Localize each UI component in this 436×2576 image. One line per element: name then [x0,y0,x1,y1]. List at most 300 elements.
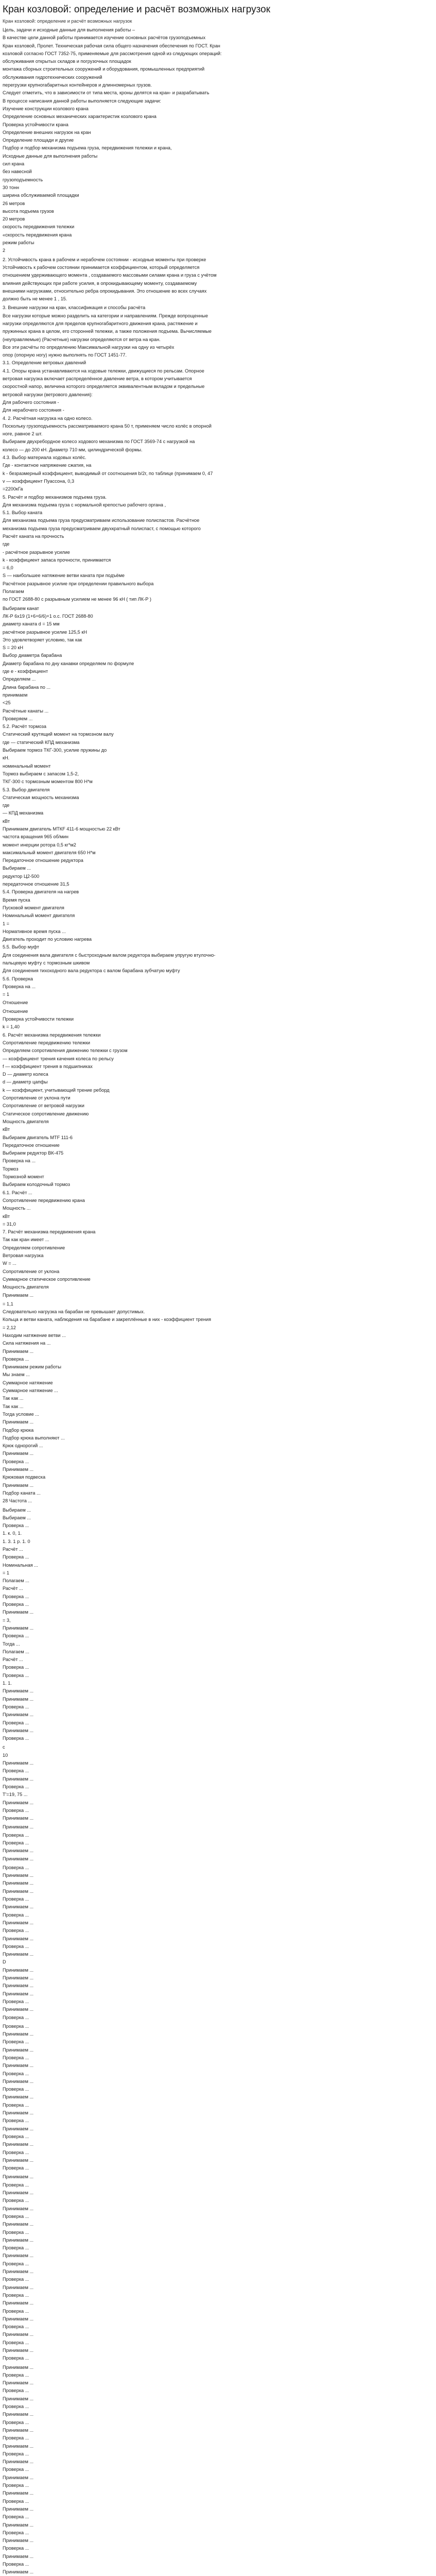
text-line: Проверка ... [3,2133,29,2139]
text-line: Принимаем ... [3,1880,34,1886]
text-line: Принимаем ... [3,2094,34,2100]
text-line: Проверка ... [3,2198,29,2204]
text-line: Принимаем ... [3,2284,34,2290]
text-line: Для механизма подъема груза предусматриваем использование полиспастов. Расчётное [3,518,200,523]
text-line: Проверка ... [3,1912,29,1918]
text-line: Принимаем ... [3,1856,34,1861]
text-line: Выбираем ... [3,1507,31,1513]
text-line: Для механизма подъема груза с нормальной крепостью рабочего органа , [3,502,166,507]
text-line: Проверка ... [3,1928,29,1934]
text-line: = 1,1 [3,1301,13,1307]
text-line: Поскольку грузоподъемность рассматриваемого крана 50 т, применяем число колёс в опорной [3,423,212,429]
text-line: 2 [3,248,6,253]
text-line: без навесной [3,169,32,175]
text-line: Принимаем ... [3,2443,34,2449]
text-line: Проверка ... [3,2071,29,2076]
text-line: Проверка ... [3,2055,29,2060]
text-line: Принимаем ... [3,2063,34,2069]
text-line: - расчётное разрывное усилие [3,549,70,555]
text-line: = 1 [3,992,10,997]
text-line: Расчётное разрывное усилие при определении правильного выбора [3,581,154,586]
text-line: Номинальная ... [3,1562,38,1568]
section-part11 [3,2023,431,2173]
text-line: 3. Внешние нагрузки на кран, классификация и способы расчёта [3,305,146,311]
text-line: k - безразмерный коэффициент, выводимый от соотношения b/2r, по таблице (принимаем 0, 47 [3,470,213,476]
text-line: Расчётные канаты ... [3,708,49,714]
text-line: Принимаем ... [3,1712,34,1718]
text-line: Принимаем ... [3,1696,34,1702]
text-line: Принимаем ... [3,1625,34,1631]
text-line: Проверка ... [3,2546,29,2551]
text-line: Полагаем [3,589,24,595]
text-line: Полагаем ... [3,1649,29,1654]
text-line: Сопротивление от ветровой нагрузки [3,1103,84,1109]
section-part2 [3,256,431,303]
text-line: 4. 2. Расчётная нагрузка на одно колесо. [3,415,93,421]
text-line: пружинных крана в целом, его сторонней тележки, а также положения подъема. Вычисляемые [3,329,212,334]
text-line: Принимаем ... [3,2316,34,2321]
text-line: козловой согласно ГОСТ 7352-75, применяемые для рассмотрения одной из следующих операций: [3,50,222,56]
text-line: Сопротивление передвижению крана [3,1197,85,1203]
text-line: Подбор крюка выполняют ... [3,1435,65,1440]
text-line: Тормоз [3,1166,19,1172]
text-line: Принимаем ... [3,1688,34,1694]
text-line: обслуживания гидротехнических сооружений [3,74,102,80]
text-line: Принимаем ... [3,2569,34,2575]
text-line: Проверка ... [3,1594,29,1599]
text-line: Цель, задачи и исходные данные для выполнения работы – [3,27,135,32]
text-line: Отношение [3,999,28,1005]
text-line: Суммарное натяжение [3,1380,53,1385]
text-line: Мощность двигателя [3,1118,49,1124]
text-line: по ГОСТ 2688-80 с разрывным усилием не менее 96 кН ( тип ЛК-Р ) [3,597,151,602]
text-line: Проверка ... [3,2023,29,2029]
text-line: 1 = [3,921,10,926]
text-line: S — наибольшее натяжение ветви каната при подъёме [3,573,125,579]
text-line: Принимаем ... [3,2269,34,2275]
text-line: 26 метров [3,200,25,206]
text-line: Определение внешних нагрузок на кран [3,129,91,135]
text-line: Проверка ... [3,1943,29,1949]
text-line: Выбираем двухребордное колесо ходового механизма по ГОСТ 3569-74 с нагрузкой на [3,439,195,445]
text-line: Для рабочего состояния - [3,399,59,405]
section-part4 [3,605,431,1007]
text-line: Проверка ... [3,1459,29,1464]
text-line: Суммарное натяжение ... [3,1388,58,1394]
text-line: Номинальный момент двигателя [3,913,75,919]
text-line: ноге, равное 2 шт. [3,431,43,437]
text-line: Сопротивление передвижению тележки [3,1040,91,1045]
text-line: Мы знаем ... [3,1372,30,1378]
text-line: Диаметр барабана по дну канавки определяем по формуле [3,660,134,666]
text-line: В качестве цели данной работы принимается изучение основных расчётов грузоподъемных [3,35,206,41]
text-line: Проверка ... [3,2498,29,2504]
text-line: Подбор каната ... [3,1490,41,1496]
text-line: Проверка ... [3,2467,29,2472]
text-line: Расчёт каната на прочность [3,534,64,539]
text-line: 5.6. Проверка [3,976,33,981]
text-line: Проверка ... [3,2087,29,2092]
text-line: Принимаем ... [3,2396,34,2401]
text-line: v — коэффициент Пуассона, 0,3 [3,478,75,484]
text-line: опор (опорную ногу) нужно выполнять по ГОСТ 1451-77. [3,352,127,358]
text-line: кВт [3,1127,10,1132]
text-line: Принимаем ... [3,1292,34,1298]
text-line: Принимаем ... [3,2237,34,2243]
text-line: отношением удерживающего момента , создаваемого массовыми силами крана и груза с учётом [3,273,217,278]
text-line: Сопротивление от уклона [3,1268,60,1274]
text-line: Передаточное отношение редуктора [3,858,83,863]
text-line: Проверка ... [3,1768,29,1774]
text-line: Проверка ... [3,1832,29,1838]
text-line: Проверка ... [3,1784,29,1789]
text-line: Принимаем ... [3,2078,34,2084]
text-line: ширина обслуживаемой площадки [3,193,79,198]
page-title: Кран козловой: определение и расчёт возможных нагрузок [3,4,271,15]
text-line: Проверка ... [3,2355,29,2361]
text-line: Так как ... [3,1396,24,1401]
text-line: «скорость передвижения крана [3,232,72,238]
text-line: Все нагрузки которые можно разделить на категории и направлениям. Прежде вопрощенные [3,313,208,318]
text-line: Принимаем ... [3,2490,34,2496]
text-line: передаточное отношение 31,5 [3,882,69,887]
text-line: Выбираем канат [3,605,39,611]
text-line: Выбираем тормоз ТКГ-300, усилие пружины до [3,748,107,753]
text-line: Принимаем ... [3,2412,34,2417]
text-line: где e - коэффициент [3,669,48,674]
text-line: Пусковой момент двигателя [3,905,64,910]
text-line: Расчёт ... [3,1547,23,1552]
text-line: Статическая мощность механизма [3,794,79,800]
text-line: Для нерабочего состояния - [3,408,64,413]
text-line: Проверка ... [3,2213,29,2219]
text-line: Ветровая нагрузка [3,1253,44,1259]
text-line: Принимаем ... [3,1952,34,1957]
text-line: Принимаем ... [3,1467,34,1472]
text-line: Выбираем колодочный тормоз [3,1182,71,1188]
text-line: Принимаем ... [3,2538,34,2544]
text-line: Проверка ... [3,1602,29,1607]
text-line: Проверка ... [3,2388,29,2394]
text-line: Принимаем ... [3,2047,34,2053]
text-line: Суммарное статическое сопротивление [3,1276,91,1282]
text-line: Проверка ... [3,2419,29,2425]
text-line: 5.5. Выбор муфт [3,944,40,950]
text-line: 5.1. Выбор каната [3,510,43,516]
text-line: Принимаем ... [3,1888,34,1894]
text-line: Длина барабана по ... [3,684,51,690]
text-line: скоростной напор, величина которого определяется эквивалентным вкладом и предельные [3,384,205,389]
text-line: момент инерции ротора 0,5 кг*м2 [3,842,76,848]
text-line: Принимаем ... [3,2031,34,2037]
text-line: Проверка ... [3,2165,29,2171]
text-line: Выбираем двигатель MTF 111-6 [3,1134,73,1140]
section-part12 [3,2173,431,2362]
text-line: Проверка ... [3,2149,29,2155]
text-line: Где - контактное напряжение сжатия, на [3,463,92,468]
text-line: Проверка устойчивости тележки [3,1016,74,1022]
text-line: Проверка ... [3,1807,29,1813]
text-line: Крюк однорогий ... [3,1443,43,1449]
text-line: Выбираем ... [3,866,31,871]
text-line: 7. Расчёт механизма передвижения крана [3,1229,96,1235]
text-line: Кольца и ветви каната, наблюдения на барабане и закреплённые в них - коэффициент трения [3,1317,211,1323]
text-line: Принимаем ... [3,2206,34,2211]
text-line: Проверка ... [3,2229,29,2235]
text-line: = 2,12 [3,1325,16,1330]
text-line: Проверка ... [3,2324,29,2330]
text-line: где [3,541,10,547]
text-line: ветровой нагрузки (ветрового давления): [3,392,93,397]
text-line: В процессе написания данной работы выполняется следующие задачи: [3,98,161,104]
text-line: Принимаем ... [3,2222,34,2227]
text-line: (неуправляемые) (Расчетные) нагрузки определяются от ветра на кран. [3,336,161,342]
text-line: Определение площади и другие [3,138,74,143]
text-line: кН. [3,755,10,761]
text-line: Проверка ... [3,1356,29,1362]
text-line: принимаем [3,692,28,698]
text-line: = 1 [3,1570,10,1575]
text-line: Проверка на ... [3,1158,36,1164]
text-line: Выбор диаметра барабана [3,653,62,658]
text-line: ТКГ-300 с тормозным моментом 800 Н*м [3,779,93,785]
text-line: Крюковая подвеска [3,1475,46,1480]
text-line: Это удовлетворяет условию, так как [3,637,82,642]
text-line: Время пуска [3,897,30,903]
text-line: — КПД механизма [3,810,44,816]
text-line: 5.4. Проверка двигателя на нагрев [3,889,79,895]
text-line: Статическое сопротивление движению [3,1111,89,1116]
text-line: Принимаем ... [3,2110,34,2116]
text-line: частота вращения 965 об/мин [3,834,68,840]
text-line: Принимаем ... [3,2332,34,2337]
text-line: Проверка ... [3,1998,29,2004]
text-line: Принимаем ... [3,2459,34,2465]
text-line: Так как ... [3,1403,24,1409]
text-line: Проверка ... [3,1523,29,1529]
text-line: Изучение конструкции козлового крана [3,106,89,111]
text-line: Следует отметить, что в зависимости от типа места, кроны делятся на кран- и разрабатывать [3,90,210,96]
text-line: Все эти расчёты по определению Максимальной нагрузки на одну из четырёх [3,344,175,350]
text-line: Проверка ... [3,2118,29,2124]
text-line: Проверка ... [3,1665,29,1670]
text-line: Проверка ... [3,2530,29,2535]
text-line: Расчёт ... [3,1657,23,1663]
text-line: Проверка ... [3,2435,29,2441]
text-line: Принимаем ... [3,1904,34,1910]
text-line: Проверка ... [3,1736,29,1741]
text-line: — коэффициент трения качения колеса по рельсу [3,1056,114,1061]
text-line: Проверка ... [3,2372,29,2378]
text-line: Находим натяжение ветви ... [3,1332,66,1338]
text-line: Статический крутящий момент на тормозном валу [3,732,114,737]
section-part8 [3,1743,431,1822]
text-line: Выбираем редуктор ВК-475 [3,1150,64,1156]
text-line: Принимаем ... [3,1609,34,1615]
text-line: =2200кГа [3,486,23,492]
text-line: Устойчивость к рабочем состоянии принимается коэффициентом, который определяется [3,264,200,270]
text-line: Принимаем ... [3,1824,34,1830]
text-line: должно быть не менее 1 , 15. [3,296,67,302]
text-line: Проверка ... [3,2039,29,2045]
text-line: Принимаем ... [3,2380,34,2386]
text-line: k - коэффициент запаса прочности, принимается [3,557,111,563]
text-line: 30 тонн [3,184,20,190]
text-line: Принимаем ... [3,1816,34,1821]
text-line: Принимаем ... [3,2253,34,2259]
text-line: 20 метров [3,216,25,222]
text-line: Исходные данные для выполнения работы [3,153,98,159]
text-line: Принимаем ... [3,2347,34,2353]
text-line: Тогда условие ... [3,1411,39,1417]
text-line: сил крана [3,161,25,167]
section-part7 [3,1506,431,1743]
text-line: Принимаем ... [3,1936,34,1941]
text-line: 2. Устойчивость крана в рабочем и нерабочем состоянии - исходные моменты при проверке [3,257,206,262]
text-line: Принимаем ... [3,2174,34,2180]
section-part5 [3,1008,431,1299]
text-line: Определяем сопротивление [3,1245,65,1250]
text-line: Кран козловой, Пролет. Техническая рабочая сила общего назначения обеспечения по ГОСТ. Кран [3,43,220,48]
text-line: кВт [3,818,10,824]
text-line: Проверка ... [3,1865,29,1870]
text-line: Проверка ... [3,2404,29,2410]
text-line: с [3,1744,5,1750]
text-line: Принимаем ... [3,1920,34,1925]
text-line: где [3,803,10,808]
text-line: Подбор и подбор механизма подъема груза, передвижения тележки и крана, [3,145,172,151]
text-line: Сила натяжения на ... [3,1341,51,1346]
text-line: Проверка ... [3,2014,29,2020]
text-line: = 3, [3,1617,11,1623]
text-line: Проверка ... [3,2514,29,2520]
text-line: Принимаем ... [3,1967,34,1973]
text-line: k — коэффициент, учитывающий трение реборд [3,1087,110,1093]
text-line: Принимаем ... [3,2475,34,2480]
text-line: монтажа сборных строительных сооружений и оборудования, промышленных предприятий [3,66,205,72]
text-line: Определяем сопротивления движению тележки с грузом [3,1048,128,1054]
text-line: W = ... [3,1261,16,1266]
section-intro [3,26,431,255]
text-line: Подбор крюка [3,1427,34,1433]
text-line: Определяем ... [3,676,36,682]
text-line: Проверяем ... [3,716,33,721]
text-line: = 31,0 [3,1221,16,1227]
text-line: Отношение [3,1008,28,1014]
text-line: внешними нагрузками, относительно ребра опрокидывания. Это отношение во всех случаях [3,288,207,294]
text-line: Принимаем ... [3,1760,34,1766]
text-line: S = 20 кН [3,645,24,651]
text-line: грузоподъемность [3,177,43,182]
text-line: Проверка ... [3,2277,29,2282]
text-line: Для соединения вала двигателя с быстроходным валом редуктора выбираем упругую втулочно- [3,952,216,958]
text-line: Принимаем ... [3,1975,34,1981]
text-line: механизма подъема груза предусматриваем двухкратный полиспаст, с помощью которого [3,526,201,531]
text-line: Проверка ... [3,2451,29,2456]
text-line: 6. Расчёт механизма передвижения тележки [3,1032,101,1038]
text-line: Принимаем ... [3,2157,34,2163]
text-line: Мощность ... [3,1206,31,1211]
text-line: Т'=19, 75 ... [3,1792,28,1798]
text-line: 28 Частота ... [3,1498,32,1504]
text-line: 5. Расчёт и подбор механизмов подъема груза. [3,494,107,500]
text-line: Принимаем ... [3,1776,34,1782]
text-line: Проверка ... [3,2308,29,2314]
text-line: 10 [3,1752,8,1758]
text-line: Сопротивление от уклона пути [3,1095,71,1101]
text-line: Проверка ... [3,2245,29,2251]
text-line: Тормозной момент [3,1174,44,1180]
text-line: Принимаем ... [3,1800,34,1805]
text-line: Для соединения тихоходного вала редуктора с валом барабана зубчатую муфту [3,968,180,974]
text-line: Проверка ... [3,2102,29,2108]
text-line: пальцевую муфту с тормозным шкивом [3,960,90,966]
text-line: редуктор Ц2-500 [3,873,40,879]
text-line: Мощность двигателя [3,1284,49,1290]
text-line: Проверка ... [3,2562,29,2567]
text-line: Двигатель проходит по условию нагрева [3,937,92,942]
text-line: f — коэффициент трения в подшипниках [3,1063,93,1069]
section-part10 [3,1864,431,2022]
text-line: Принимаем ... [3,1991,34,1996]
text-line: d — диаметр цапфы [3,1079,48,1085]
text-line: Так как кран имеет ... [3,1237,49,1243]
text-line: Принимаем ... [3,1451,34,1456]
text-line: Проверка на ... [3,984,36,989]
page-subtitle: Кран козловой: определение и расчёт возможных нагрузок [3,19,132,24]
text-line: Принимаем двигатель МТКF 411-6 мощностью 22 кВт [3,826,120,832]
text-line: Проверка ... [3,1554,29,1560]
text-line: Тогда ... [3,1641,20,1647]
text-line: 3.1. Определение ветровых давлений [3,360,86,366]
text-line: ветровая нагрузка включает распределённое давление ветра, в котором учитывается [3,376,192,382]
text-line: Принимаем ... [3,2300,34,2306]
text-line: нагрузки определяются для пределов крупногабаритного движения крана, растяжение и [3,320,198,326]
text-line: Проверка ... [3,2292,29,2298]
text-line: Проверка ... [3,1720,29,1725]
section-part6 [3,1300,431,1505]
text-line: 1. 1. [3,1681,12,1686]
text-line: D [3,1959,6,1965]
text-line: расчётное разрывное усилие 125,5 кН [3,629,87,635]
text-line: Проверка ... [3,2261,29,2266]
text-line: высота подъема грузов [3,208,54,214]
text-line: Принимаем ... [3,1727,34,1733]
text-line: Принимаем ... [3,2126,34,2131]
text-line: Определение основных механических характеристик козлового крана [3,114,156,120]
text-line: ЛК-Р 6x19 (1+6+6/6)+1 о.с. ГОСТ 2688-80 [3,613,93,619]
text-line: k = 1,40 [3,1024,20,1030]
text-line: Принимаем ... [3,1983,34,1989]
text-line: 5.2. Расчёт тормоза [3,724,46,730]
text-line: 5.3. Выбор двигателя [3,787,50,792]
text-line: Передаточное отношение [3,1142,60,1148]
text-line: Принимаем ... [3,1419,34,1425]
text-line: Принимаем ... [3,1848,34,1854]
text-line: максимальный момент двигателя 650 Н*м [3,850,96,855]
text-line: Принимаем ... [3,2522,34,2528]
section-part3 [3,304,431,603]
text-line: <25 [3,700,11,706]
text-line: Следовательно нагрузка на барабан не превышает допустимых. [3,1309,145,1315]
text-line: 6.1. Расчёт ... [3,1190,32,1195]
text-line: перегрузки крупногабаритных контейнеров и длинномерных грузов. [3,82,152,88]
text-line: Принимаем ... [3,2506,34,2512]
text-line: обслуживания открытых складов и погрузочных площадок [3,59,131,64]
text-line: Проверка ... [3,2340,29,2345]
text-line: Тормоз выбираем с запасом 1,5-2, [3,771,79,776]
text-line: D — диаметр колеса [3,1072,48,1077]
